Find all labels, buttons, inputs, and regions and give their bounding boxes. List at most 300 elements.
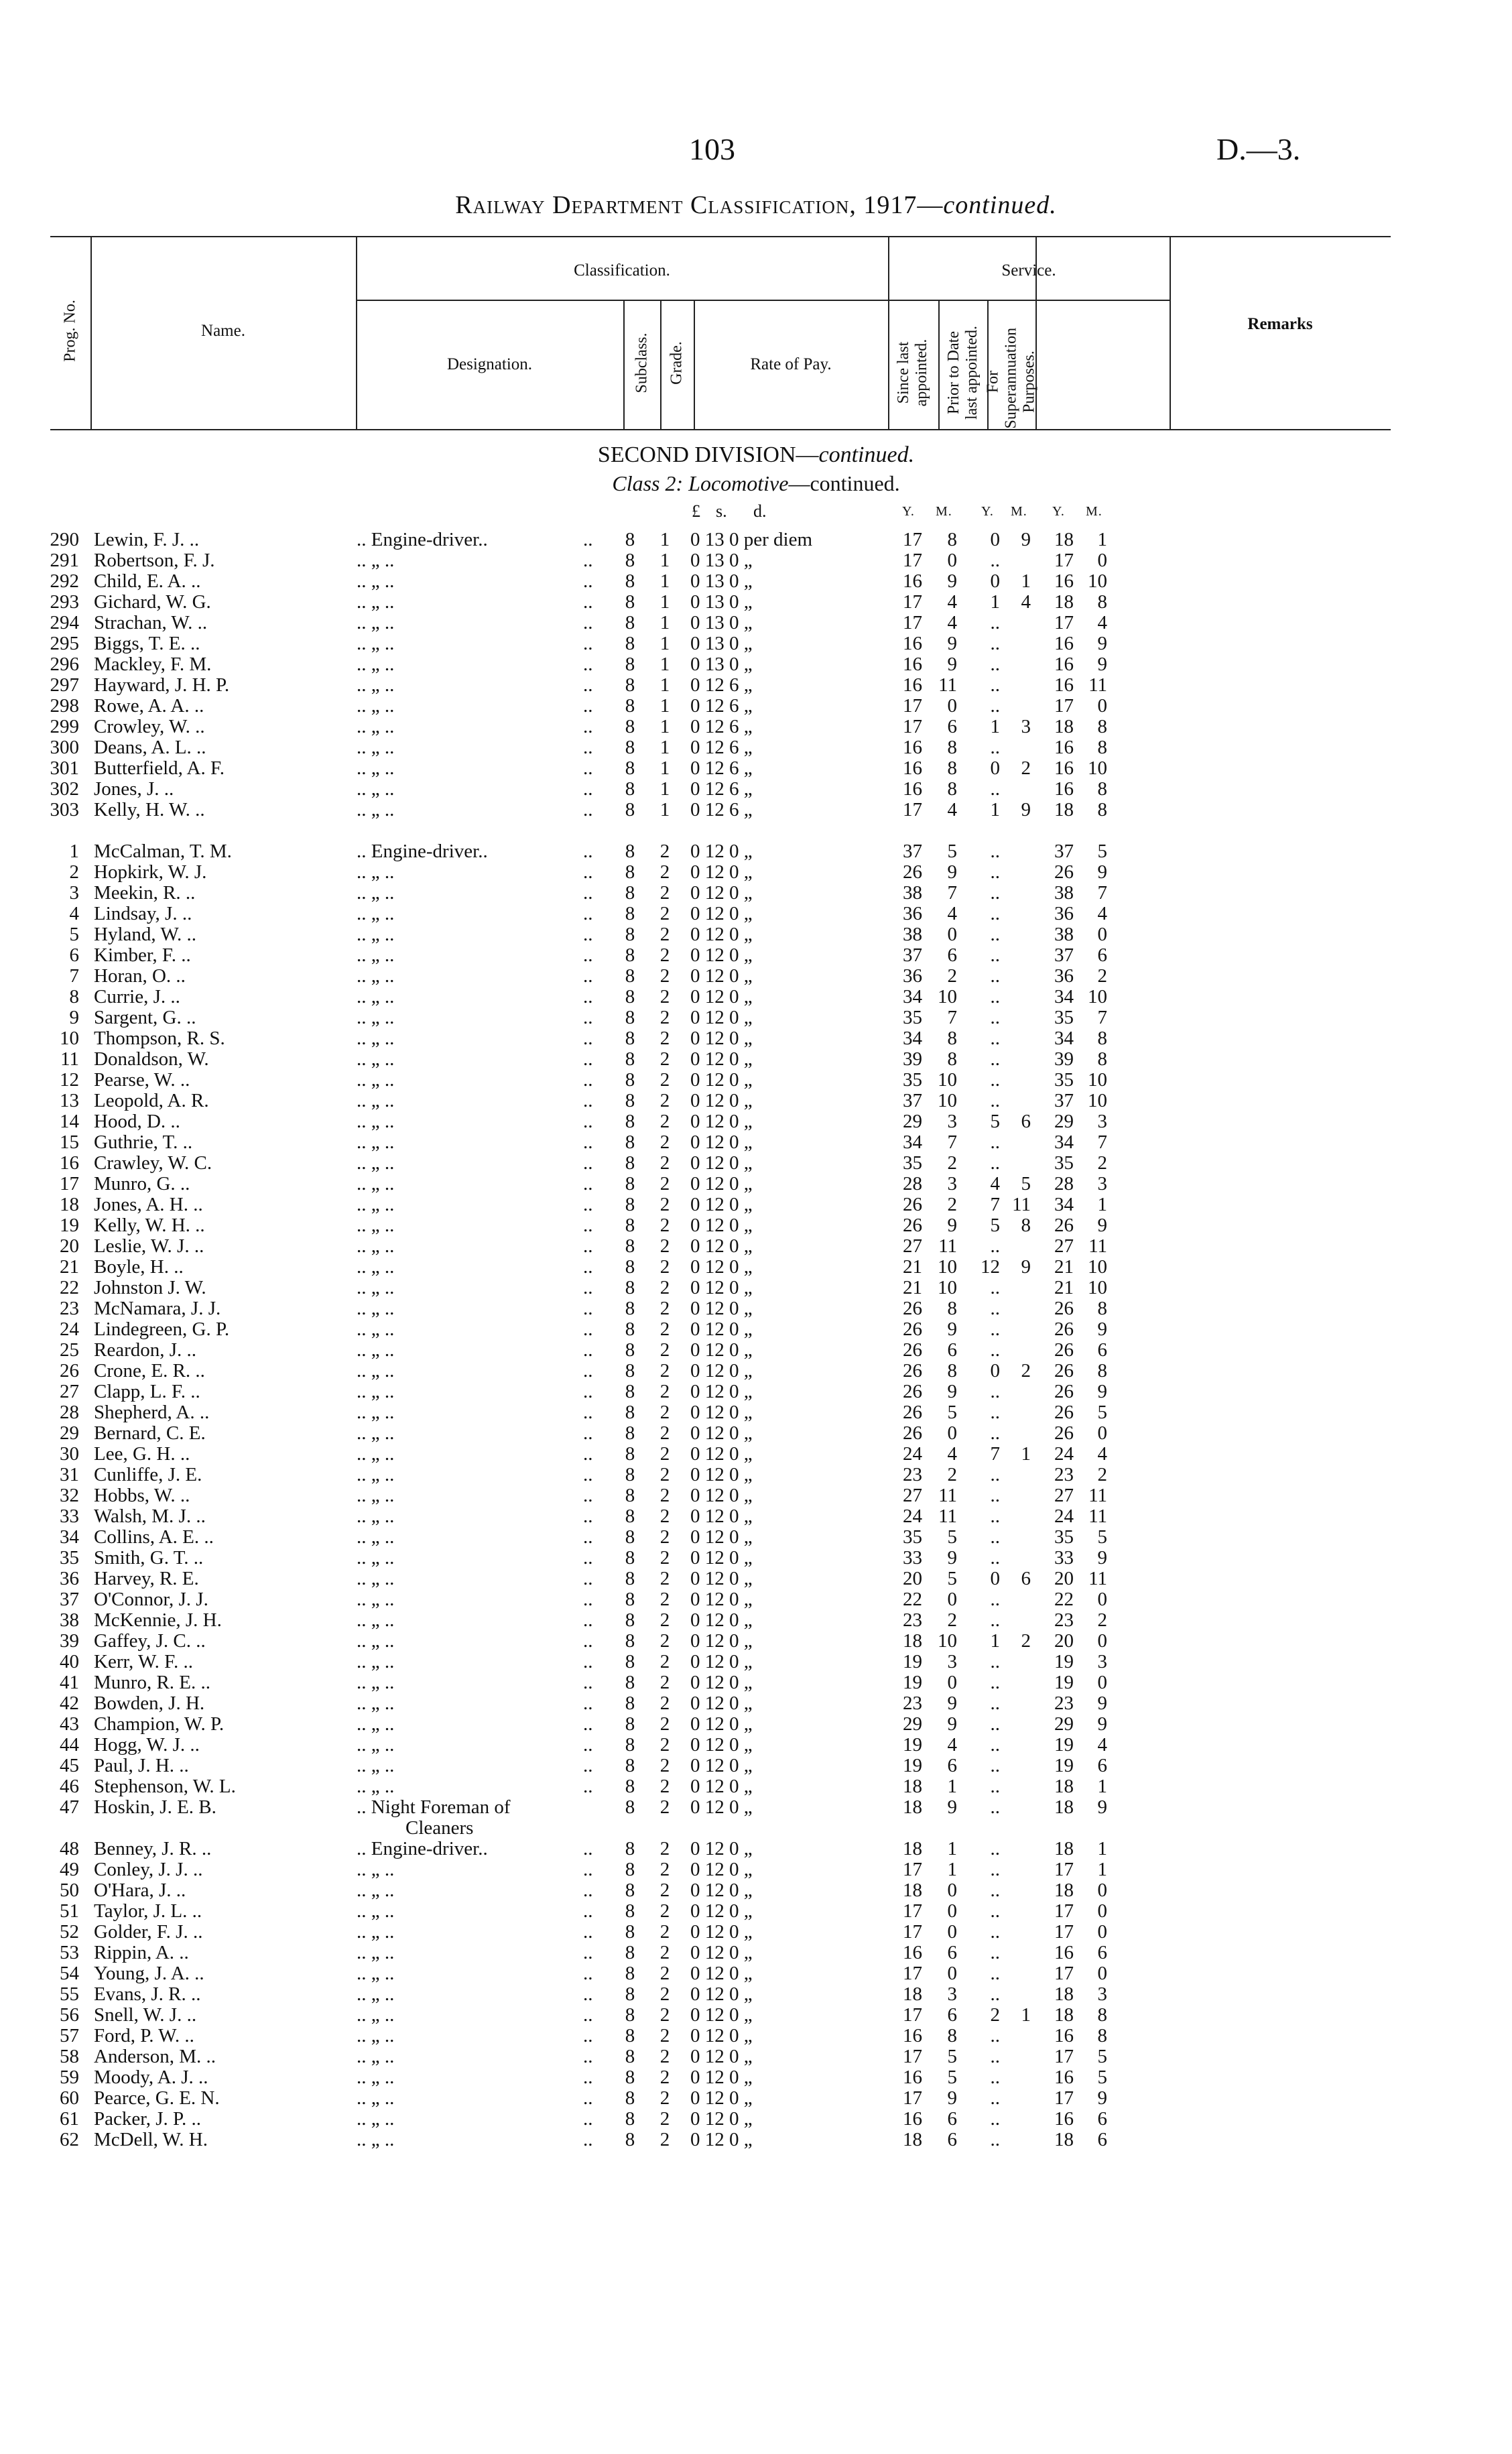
cell-leader-dots: ..	[583, 1526, 593, 1548]
cell-prog-no: 41	[60, 1672, 79, 1693]
table-row	[0, 1776, 1512, 1797]
cell-rate-of-pay: 0 12 0 „	[690, 1796, 753, 1818]
cell-prior-months: 9	[1021, 529, 1031, 550]
cell-super-years: 19	[1054, 1734, 1074, 1756]
cell-prior-years: ..	[990, 1734, 1000, 1756]
cell-name: Gaffey, J. C. ..	[94, 1630, 206, 1652]
cell-prog-no: 20	[60, 1235, 79, 1257]
cell-super-months: 11	[1088, 1506, 1107, 1527]
cell-leader-dots: ..	[583, 1880, 593, 1901]
cell-prog-no: 56	[60, 2004, 79, 2026]
cell-designation: .. „ ..	[357, 674, 395, 696]
table-row	[0, 1298, 1512, 1319]
cell-prog-no: 10	[60, 1028, 79, 1049]
cell-super-years: 20	[1054, 1568, 1074, 1589]
cell-since-months: 9	[947, 1693, 957, 1714]
cell-since-years: 21	[903, 1277, 922, 1298]
cell-grade: 2	[659, 1069, 670, 1091]
cell-leader-dots: ..	[583, 695, 593, 717]
cell-super-months: 6	[1097, 944, 1107, 966]
cell-leader-dots: ..	[583, 1506, 593, 1527]
cell-prior-years: ..	[990, 654, 1000, 675]
cell-super-years: 34	[1054, 1131, 1074, 1153]
table-row	[0, 924, 1512, 945]
cell-leader-dots: ..	[583, 1298, 593, 1319]
cell-prog-no: 43	[60, 1713, 79, 1735]
cell-designation: .. „ ..	[357, 757, 395, 779]
cell-since-years: 26	[903, 1360, 922, 1382]
cell-prog-no: 25	[60, 1339, 79, 1361]
cell-designation: .. „ ..	[357, 1298, 395, 1319]
cell-since-years: 36	[903, 903, 922, 924]
cell-rate-of-pay: 0 12 0 „	[690, 986, 753, 1007]
cell-grade: 2	[659, 1277, 670, 1298]
cell-designation: .. „ ..	[357, 2087, 395, 2109]
cell-grade: 1	[659, 591, 670, 613]
cell-rate-of-pay: 0 12 0 „	[690, 882, 753, 904]
cell-designation: .. „ ..	[357, 1069, 395, 1091]
unit-pounds: £	[692, 501, 700, 521]
cell-prog-no: 5	[69, 924, 79, 945]
cell-subclass: 8	[625, 757, 635, 779]
cell-prior-years: 1	[990, 799, 1000, 820]
cell-name: Bowden, J. H.	[94, 1693, 205, 1714]
cell-super-years: 16	[1054, 778, 1074, 800]
cell-prior-years: 5	[990, 1215, 1000, 1236]
cell-leader-dots: ..	[583, 2087, 593, 2109]
header-rate-of-pay: Rate of Pay.	[750, 355, 832, 373]
cell-prior-years: ..	[990, 1069, 1000, 1091]
cell-prior-years: ..	[990, 2025, 1000, 2046]
cell-since-years: 16	[903, 633, 922, 654]
unit-shillings: s.	[716, 501, 727, 521]
cell-name: Kelly, H. W. ..	[94, 799, 205, 820]
cell-name: Horan, O. ..	[94, 965, 186, 987]
cell-prior-years: ..	[990, 1713, 1000, 1735]
cell-since-months: 0	[947, 550, 957, 571]
cell-name: Paul, J. H. ..	[94, 1755, 189, 1776]
cell-grade: 2	[659, 1339, 670, 1361]
cell-since-months: 6	[947, 716, 957, 737]
cell-designation: .. „ ..	[357, 1859, 395, 1880]
cell-since-months: 2	[947, 1609, 957, 1631]
cell-since-months: 8	[947, 778, 957, 800]
cell-super-years: 21	[1054, 1256, 1074, 1278]
table-row	[0, 1735, 1512, 1756]
cell-designation: .. „ ..	[357, 1485, 395, 1506]
table-row	[0, 2088, 1512, 2109]
table-row	[0, 1111, 1512, 1132]
cell-prior-years: ..	[990, 2129, 1000, 2150]
cell-super-months: 9	[1097, 1381, 1107, 1402]
cell-since-years: 16	[903, 778, 922, 800]
cell-super-years: 26	[1054, 1318, 1074, 1340]
cell-since-years: 26	[903, 1215, 922, 1236]
table-row	[0, 1444, 1512, 1465]
cell-leader-dots: ..	[583, 2004, 593, 2026]
cell-grade: 2	[659, 841, 670, 862]
cell-name: Snell, W. J. ..	[94, 2004, 197, 2026]
cell-subclass: 8	[625, 1900, 635, 1922]
table-row	[0, 1153, 1512, 1174]
cell-rate-of-pay: 0 12 6 „	[690, 757, 753, 779]
header-since-last: Since last appointed.	[895, 339, 930, 407]
cell-super-years: 34	[1054, 986, 1074, 1007]
table-row	[0, 1049, 1512, 1070]
cell-designation: .. „ ..	[357, 1609, 395, 1631]
cell-rate-of-pay: 0 12 0 „	[690, 1900, 753, 1922]
cell-prog-no: 51	[60, 1900, 79, 1922]
cell-subclass: 8	[625, 1443, 635, 1465]
cell-rate-of-pay: 0 12 0 „	[690, 861, 753, 883]
table-row	[0, 654, 1512, 675]
cell-prog-no: 301	[50, 757, 79, 779]
cell-rate-of-pay: 0 12 0 „	[690, 1194, 753, 1215]
cell-prior-years: ..	[990, 1609, 1000, 1631]
cell-super-years: 19	[1054, 1755, 1074, 1776]
cell-subclass: 8	[625, 2087, 635, 2109]
cell-name: Crowley, W. ..	[94, 716, 205, 737]
cell-super-months: 3	[1097, 1651, 1107, 1672]
cell-super-years: 16	[1054, 757, 1074, 779]
cell-prog-no: 32	[60, 1485, 79, 1506]
cell-prog-no: 48	[60, 1838, 79, 1859]
cell-designation: .. „ ..	[357, 1048, 395, 1070]
cell-rate-of-pay: 0 12 0 „	[690, 1048, 753, 1070]
cell-prog-no: 12	[60, 1069, 79, 1091]
cell-leader-dots: ..	[583, 1589, 593, 1610]
cell-prog-no: 45	[60, 1755, 79, 1776]
cell-since-years: 17	[903, 529, 922, 550]
cell-since-years: 18	[903, 1796, 922, 1818]
cell-leader-dots: ..	[583, 737, 593, 758]
cell-leader-dots: ..	[583, 1568, 593, 1589]
cell-super-months: 5	[1097, 2046, 1107, 2067]
cell-since-months: 9	[947, 1547, 957, 1569]
cell-designation: .. „ ..	[357, 2067, 395, 2088]
cell-subclass: 8	[625, 1776, 635, 1797]
cell-grade: 1	[659, 799, 670, 820]
cell-grade: 2	[659, 1921, 670, 1943]
cell-super-years: 18	[1054, 716, 1074, 737]
cell-since-years: 28	[903, 1173, 922, 1194]
table-row	[0, 904, 1512, 924]
cell-grade: 2	[659, 1256, 670, 1278]
cell-prior-years: 0	[990, 1568, 1000, 1589]
cell-leader-dots: ..	[583, 1485, 593, 1506]
cell-name: Mackley, F. M.	[94, 654, 212, 675]
cell-since-months: 9	[947, 654, 957, 675]
cell-prior-years: ..	[990, 1235, 1000, 1257]
cell-super-years: 37	[1054, 841, 1074, 862]
cell-rate-of-pay: 0 12 0 „	[690, 1506, 753, 1527]
cell-since-years: 26	[903, 861, 922, 883]
cell-prog-no: 19	[60, 1215, 79, 1236]
cell-designation: .. „ ..	[357, 1215, 395, 1236]
cell-leader-dots: ..	[583, 1339, 593, 1361]
cell-grade: 2	[659, 1880, 670, 1901]
cell-since-years: 16	[903, 674, 922, 696]
cell-since-months: 8	[947, 1048, 957, 1070]
cell-subclass: 8	[625, 654, 635, 675]
cell-grade: 1	[659, 654, 670, 675]
cell-name: Hood, D. ..	[94, 1111, 180, 1132]
cell-prior-years: ..	[990, 1693, 1000, 1714]
cell-subclass: 8	[625, 674, 635, 696]
cell-leader-dots: ..	[583, 1651, 593, 1672]
cell-subclass: 8	[625, 1755, 635, 1776]
cell-rate-of-pay: 0 12 0 „	[690, 1568, 753, 1589]
cell-since-years: 17	[903, 1900, 922, 1922]
cell-super-months: 7	[1097, 1007, 1107, 1028]
unit-super-years: Y.	[1052, 504, 1065, 519]
table-row	[0, 2026, 1512, 2046]
cell-prior-years: ..	[990, 2046, 1000, 2067]
cell-designation: .. „ ..	[357, 1900, 395, 1922]
cell-super-years: 16	[1054, 1942, 1074, 1963]
cell-grade: 2	[659, 1152, 670, 1174]
cell-grade: 2	[659, 924, 670, 945]
cell-rate-of-pay: 0 12 0 „	[690, 1880, 753, 1901]
cell-name: Benney, J. R. ..	[94, 1838, 212, 1859]
cell-prior-years: ..	[990, 737, 1000, 758]
cell-prog-no: 292	[50, 570, 79, 592]
cell-super-months: 6	[1097, 1942, 1107, 1963]
cell-rate-of-pay: 0 12 0 „	[690, 1381, 753, 1402]
cell-super-years: 27	[1054, 1235, 1074, 1257]
cell-grade: 2	[659, 2004, 670, 2026]
cell-prior-years: ..	[990, 612, 1000, 633]
cell-designation: .. „ ..	[357, 1360, 395, 1382]
cell-prog-no: 44	[60, 1734, 79, 1756]
cell-designation: .. „ ..	[357, 986, 395, 1007]
cell-designation: .. „ ..	[357, 1111, 395, 1132]
cell-leader-dots: ..	[583, 1734, 593, 1756]
cell-leader-dots: ..	[583, 633, 593, 654]
cell-prog-no: 29	[60, 1422, 79, 1444]
cell-super-years: 26	[1054, 1402, 1074, 1423]
table-row	[0, 1070, 1512, 1091]
cell-name: Butterfield, A. F.	[94, 757, 225, 779]
cell-super-months: 3	[1097, 1173, 1107, 1194]
cell-designation: .. „ ..	[357, 903, 395, 924]
table-row	[0, 1319, 1512, 1340]
header-classification: Classification.	[574, 261, 670, 280]
cell-super-years: 27	[1054, 1485, 1074, 1506]
cell-prior-months: 9	[1021, 1256, 1031, 1278]
cell-subclass: 8	[625, 1402, 635, 1423]
cell-name: Donaldson, W.	[94, 1048, 209, 1070]
cell-grade: 2	[659, 1381, 670, 1402]
cell-designation: .. „ ..	[357, 1007, 395, 1028]
cell-rate-of-pay: 0 12 0 „	[690, 2004, 753, 2026]
cell-super-months: 0	[1097, 1880, 1107, 1901]
cell-name: Hayward, J. H. P.	[94, 674, 230, 696]
cell-rate-of-pay: 0 12 0 „	[690, 1007, 753, 1028]
cell-since-years: 24	[903, 1443, 922, 1465]
cell-subclass: 8	[625, 1069, 635, 1091]
cell-name: Stephenson, W. L.	[94, 1776, 236, 1797]
cell-name: Evans, J. R. ..	[94, 1983, 201, 2005]
cell-prior-years: ..	[990, 2087, 1000, 2109]
cell-prior-months: 5	[1021, 1173, 1031, 1194]
cell-super-months: 8	[1097, 778, 1107, 800]
cell-since-months: 6	[947, 1339, 957, 1361]
cell-since-months: 10	[938, 986, 957, 1007]
cell-super-months: 10	[1088, 1069, 1107, 1091]
cell-rate-of-pay: 0 12 0 „	[690, 1526, 753, 1548]
cell-rate-of-pay: 0 12 0 „	[690, 944, 753, 966]
cell-grade: 2	[659, 1318, 670, 1340]
cell-subclass: 8	[625, 1048, 635, 1070]
cell-name: Kerr, W. F. ..	[94, 1651, 193, 1672]
cell-designation: .. „ ..	[357, 2046, 395, 2067]
table-row	[0, 966, 1512, 987]
cell-grade: 2	[659, 1526, 670, 1548]
cell-subclass: 8	[625, 1131, 635, 1153]
cell-super-years: 38	[1054, 882, 1074, 904]
cell-name: McKennie, J. H.	[94, 1609, 222, 1631]
cell-prior-years: 0	[990, 757, 1000, 779]
table-row	[0, 1278, 1512, 1298]
cell-super-years: 23	[1054, 1464, 1074, 1485]
cell-super-months: 4	[1097, 903, 1107, 924]
section-title-suffix: continued.	[818, 442, 915, 467]
cell-since-months: 0	[947, 695, 957, 717]
cell-subclass: 8	[625, 1568, 635, 1589]
cell-since-years: 26	[903, 1422, 922, 1444]
cell-subclass: 8	[625, 2108, 635, 2130]
cell-grade: 2	[659, 1796, 670, 1818]
cell-since-years: 17	[903, 1921, 922, 1943]
cell-since-months: 8	[947, 757, 957, 779]
cell-prog-no: 40	[60, 1651, 79, 1672]
cell-prior-years: ..	[990, 903, 1000, 924]
cell-since-years: 26	[903, 1339, 922, 1361]
cell-prog-no: 36	[60, 1568, 79, 1589]
cell-super-years: 17	[1054, 550, 1074, 571]
cell-name: Crone, E. R. ..	[94, 1360, 205, 1382]
cell-designation: .. „ ..	[357, 1776, 395, 1797]
cell-since-years: 33	[903, 1547, 922, 1569]
cell-since-years: 20	[903, 1568, 922, 1589]
cell-prior-years: ..	[990, 695, 1000, 717]
cell-rate-of-pay: 0 12 0 „	[690, 1360, 753, 1382]
table-row	[0, 1423, 1512, 1444]
cell-prog-no: 303	[50, 799, 79, 820]
cell-since-years: 17	[903, 2004, 922, 2026]
cell-prior-years: 0	[990, 1360, 1000, 1382]
cell-since-months: 0	[947, 1422, 957, 1444]
cell-rate-of-pay: 0 12 0 „	[690, 1069, 753, 1091]
cell-leader-dots: ..	[583, 529, 593, 550]
cell-leader-dots: ..	[583, 757, 593, 779]
header-service: Service.	[1001, 261, 1056, 280]
cell-rate-of-pay: 0 12 0 „	[690, 1256, 753, 1278]
cell-prior-years: 1	[990, 591, 1000, 613]
cell-prior-months: 1	[1021, 1443, 1031, 1465]
cell-leader-dots: ..	[583, 1277, 593, 1298]
cell-leader-dots: ..	[583, 1963, 593, 1984]
cell-since-years: 38	[903, 882, 922, 904]
cell-super-years: 33	[1054, 1547, 1074, 1569]
cell-prog-no: 293	[50, 591, 79, 613]
cell-grade: 2	[659, 1131, 670, 1153]
cell-since-months: 6	[947, 1942, 957, 1963]
cell-since-years: 16	[903, 757, 922, 779]
cell-prior-years: 1	[990, 716, 1000, 737]
cell-super-years: 35	[1054, 1152, 1074, 1174]
cell-designation: .. „ ..	[357, 737, 395, 758]
cell-designation: .. „ ..	[357, 1921, 395, 1943]
cell-prior-years: ..	[990, 1983, 1000, 2005]
cell-subclass: 8	[625, 882, 635, 904]
cell-rate-of-pay: 0 12 0 „	[690, 1755, 753, 1776]
cell-since-years: 23	[903, 1464, 922, 1485]
cell-since-years: 35	[903, 1007, 922, 1028]
class-title	[0, 471, 1512, 496]
cell-rate-of-pay: 0 12 0 „	[690, 2046, 753, 2067]
cell-super-months: 6	[1097, 2108, 1107, 2130]
cell-prog-no: 291	[50, 550, 79, 571]
cell-grade: 2	[659, 1942, 670, 1963]
cell-super-years: 26	[1054, 1422, 1074, 1444]
cell-designation: .. „ ..	[357, 778, 395, 800]
cell-rate-of-pay: 0 12 0 „	[690, 1173, 753, 1194]
table-row	[0, 1943, 1512, 1963]
header-subclass: Subclass.	[633, 332, 651, 393]
cell-rate-of-pay: 0 12 6 „	[690, 674, 753, 696]
cell-prior-years: 4	[990, 1173, 1000, 1194]
cell-leader-dots: ..	[583, 799, 593, 820]
cell-super-months: 4	[1097, 1443, 1107, 1465]
cell-name: Deans, A. L. ..	[94, 737, 206, 758]
cell-name: Collins, A. E. ..	[94, 1526, 214, 1548]
cell-designation: .. „ ..	[357, 1318, 395, 1340]
cell-super-years: 18	[1054, 1983, 1074, 2005]
cell-leader-dots: ..	[583, 1235, 593, 1257]
cell-since-months: 8	[947, 2025, 957, 2046]
cell-grade: 2	[659, 903, 670, 924]
cell-leader-dots: ..	[583, 1048, 593, 1070]
cell-name: Hyland, W. ..	[94, 924, 197, 945]
cell-subclass: 8	[625, 1630, 635, 1652]
cell-designation: .. „ ..	[357, 1693, 395, 1714]
table-row	[0, 1548, 1512, 1569]
table-row	[0, 1527, 1512, 1548]
table-row	[0, 2130, 1512, 2150]
cell-leader-dots: ..	[583, 1194, 593, 1215]
cell-since-years: 26	[903, 1318, 922, 1340]
cell-super-years: 39	[1054, 1048, 1074, 1070]
cell-name: Lindegreen, G. P.	[94, 1318, 230, 1340]
cell-rate-of-pay: 0 12 0 „	[690, 1734, 753, 1756]
cell-super-months: 0	[1097, 1589, 1107, 1610]
cell-super-months: 5	[1097, 2067, 1107, 2088]
cell-prior-years: ..	[990, 1381, 1000, 1402]
cell-since-months: 3	[947, 1173, 957, 1194]
cell-prior-years: ..	[990, 674, 1000, 696]
unit-since-years: Y.	[902, 504, 915, 519]
cell-prog-no: 6	[69, 944, 79, 966]
cell-rate-of-pay: 0 13 0 „	[690, 591, 753, 613]
cell-prior-years: ..	[990, 2067, 1000, 2088]
cell-rate-of-pay: 0 13 0 „	[690, 633, 753, 654]
cell-grade: 2	[659, 1838, 670, 1859]
cell-grade: 2	[659, 1693, 670, 1714]
cell-super-years: 17	[1054, 1900, 1074, 1922]
cell-prog-no: 9	[69, 1007, 79, 1028]
